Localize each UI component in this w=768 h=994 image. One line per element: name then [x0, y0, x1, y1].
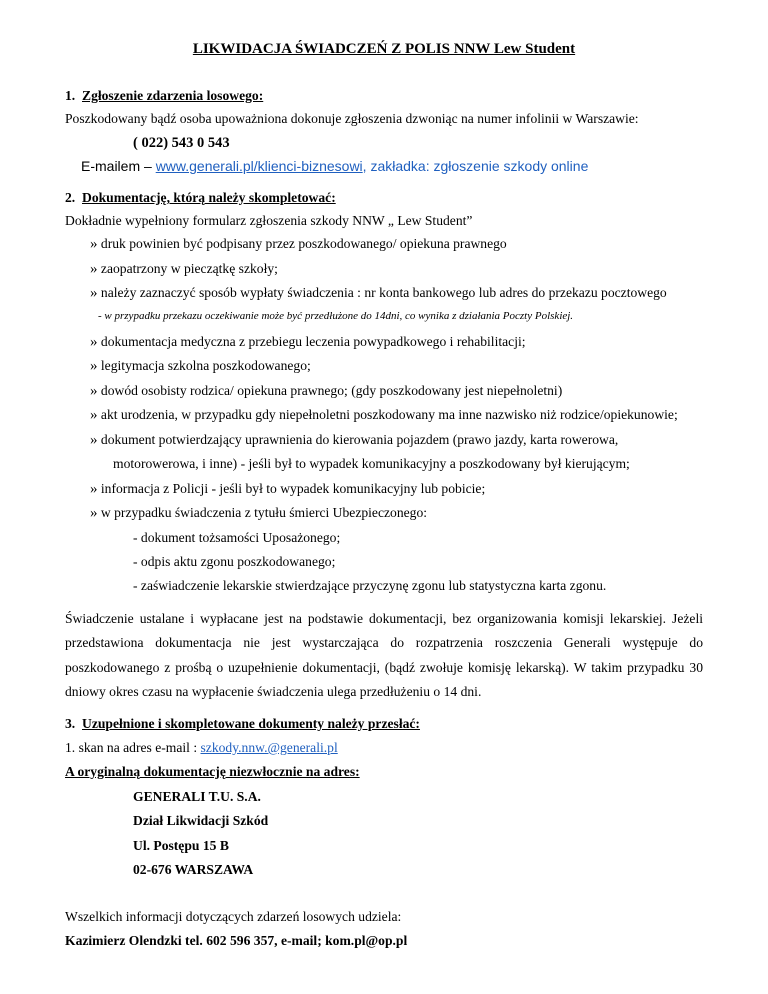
email-line [81, 158, 588, 174]
list-item [90, 407, 678, 424]
list-item-text: dokument potwierdzający uprawnienia do kierowania pojazdem (prawo jazdy, karta rowerowa, [100, 432, 619, 447]
section-3-number: 3. [65, 716, 76, 731]
original-docs-heading: A oryginalną dokumentację niezwłocznie na adres: [65, 764, 360, 779]
list-item-text: akt urodzenia, w przypadku gdy niepełnoletni poszkodowany ma inne nazwisko niż rodzice/opiekunowie; [100, 407, 678, 422]
scan-email-link[interactable]: szkody.nnw.@generali.pl [200, 740, 338, 755]
section-1-number: 1. [65, 88, 76, 103]
page-title: LIKWIDACJA ŚWIADCZEŃ Z POLIS NNW Lew Student [192, 41, 576, 57]
list-item-text: informacja z Policji - jeśli był to wypadek komunikacyjny lub pobicie; [100, 481, 486, 496]
list-item [90, 481, 485, 498]
list-item-text: legitymacja szkolna poszkodowanego; [100, 358, 311, 373]
hotline-phone: ( 022) 543 0 543 [133, 135, 230, 151]
bullet-icon: » [90, 407, 98, 423]
email-suffix: , zakładka: zgłoszenie szkody online [362, 158, 589, 174]
postal-note: - w przypadku przekazu oczekiwanie może być przedłużone do 14dni, co wynika z działania Poczty Polskiej. [98, 310, 574, 322]
section-1-title: Zgłoszenie zdarzenia losowego: [82, 88, 264, 103]
section-1-heading [65, 88, 263, 104]
sub-item: - dokument tożsamości Uposażonego; [133, 530, 341, 545]
section-2-number: 2. [65, 190, 76, 205]
sub-item: - zaświadczenie lekarskie stwierdzające przyczynę zgonu lub statystyczna karta zgonu. [133, 578, 607, 593]
footer-contact: Kazimierz Olendzki tel. 602 596 357, e-mail; kom.pl@op.pl [65, 933, 408, 948]
list-item [90, 432, 618, 449]
list-item-text: druk powinien być podpisany przez poszkodowanego/ opiekuna prawnego [100, 236, 507, 251]
address-line: 02-676 WARSZAWA [133, 862, 254, 877]
bullet-icon: » [90, 432, 98, 448]
section-2-heading [65, 190, 336, 206]
paragraph-line: poszkodowanego z prośbą o uzupełnienie dokumentacji, (bądź zwołuje komisję lekarską). W takim przypadku 30 [65, 660, 703, 675]
list-item-text: w przypadku świadczenia z tytułu śmierci Ubezpieczonego: [100, 505, 428, 520]
section-3-title: Uzupełnione i skompletowane dokumenty należy przesłać: [82, 716, 420, 731]
paragraph-line: dniowy okres czasu na wypłacenie świadczenia ulega przedłużeniu o 14 dni. [65, 684, 482, 699]
list-item [90, 505, 427, 522]
bullet-icon: » [90, 334, 98, 350]
section-3-heading [65, 716, 420, 732]
bullet-icon: » [90, 505, 98, 521]
paragraph-line: przedstawiona dokumentacja nie jest wystarczająca do rozpatrzenia roszczenia Generali występuje do [65, 635, 703, 650]
sub-item: - odpis aktu zgonu poszkodowanego; [133, 554, 336, 569]
bullet-icon: » [90, 236, 98, 252]
scan-email-line [65, 740, 338, 756]
list-item [90, 358, 311, 375]
bullet-icon: » [90, 383, 98, 399]
section-1-intro: Poszkodowany bądź osoba upoważniona dokonuje zgłoszenia dzwoniąc na numer infolinii w Warszawie: [65, 111, 639, 126]
bullet-icon: » [90, 481, 98, 497]
scan-email-prefix: 1. skan na adres e-mail : [65, 740, 201, 755]
address-line: Ul. Postępu 15 B [133, 838, 229, 853]
section-2-intro: Dokładnie wypełniony formularz zgłoszenia szkody NNW „ Lew Student” [65, 213, 473, 228]
paragraph-line: Świadczenie ustalane i wypłacane jest na podstawie dokumentacji, bez organizowania komisji lekarskiej. Jeżeli [65, 611, 703, 626]
footer-info: Wszelkich informacji dotyczących zdarzeń losowych udziela: [65, 909, 402, 924]
list-item [90, 383, 562, 400]
list-item-text: zaopatrzony w pieczątkę szkoły; [100, 261, 278, 276]
list-item-text: dokumentacja medyczna z przebiegu leczenia powypadkowego i rehabilitacji; [100, 334, 526, 349]
bullet-icon: » [90, 358, 98, 374]
list-item-text: należy zaznaczyć sposób wypłaty świadczenia : nr konta bankowego lub adres do przekazu pocztowego [100, 285, 667, 300]
email-prefix: E-mailem – [81, 158, 156, 174]
list-item [90, 236, 507, 253]
list-item [90, 285, 667, 302]
address-line: GENERALI T.U. S.A. [133, 789, 261, 804]
list-item [90, 334, 526, 351]
list-item-continuation: motorowerowa, i inne) - jeśli był to wypadek komunikacyjny a poszkodowany był kierującym; [113, 456, 630, 471]
address-line: Dział Likwidacji Szkód [133, 813, 269, 828]
bullet-icon: » [90, 285, 98, 301]
bullet-icon: » [90, 261, 98, 277]
list-item [90, 261, 278, 278]
section-2-title: Dokumentację, którą należy skompletować: [82, 190, 336, 205]
list-item-text: dowód osobisty rodzica/ opiekuna prawnego; (gdy poszkodowany jest niepełnoletni) [100, 383, 563, 398]
generali-link[interactable]: www.generali.pl/klienci-biznesowi [155, 158, 363, 174]
